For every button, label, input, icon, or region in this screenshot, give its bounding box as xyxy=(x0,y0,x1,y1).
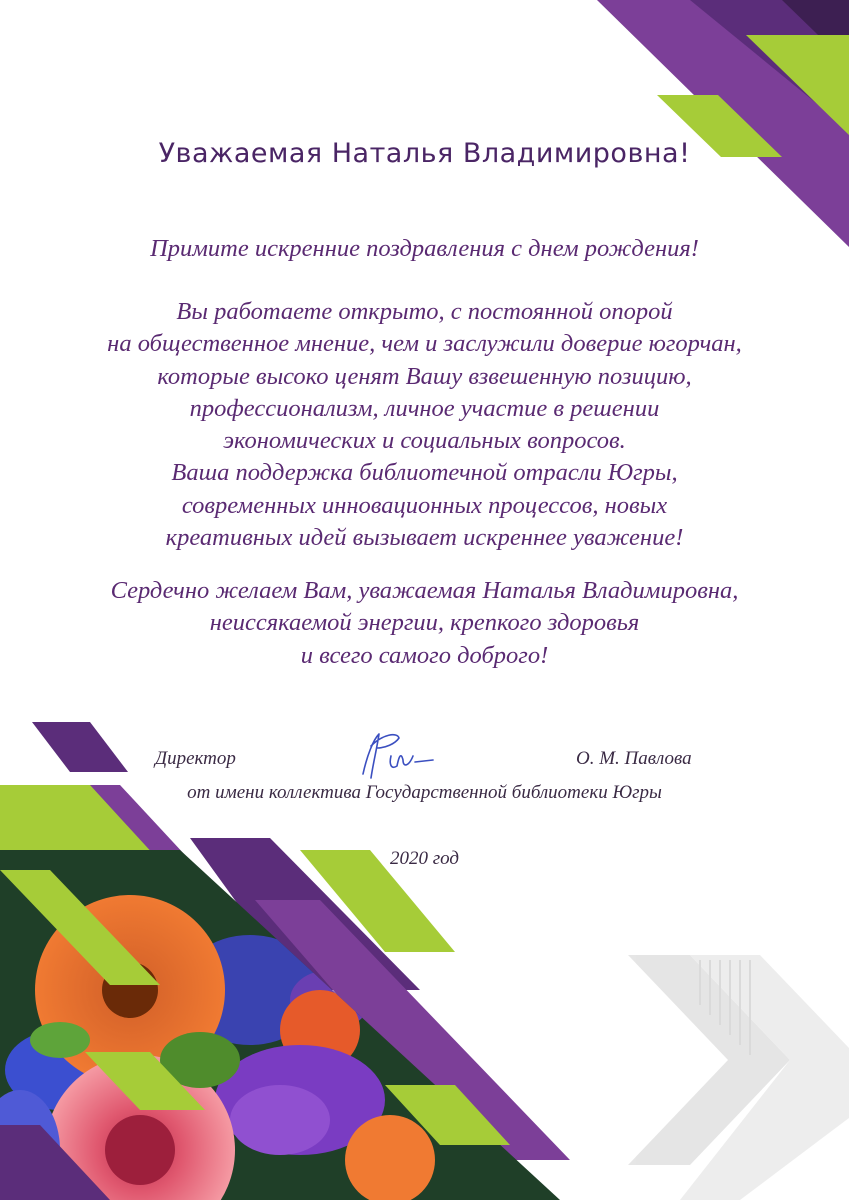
wishes-paragraph xyxy=(0,575,849,672)
text-line: и всего самого доброго! xyxy=(300,641,549,669)
text-line: на общественное мнение, чем и заслужили доверие югорчан, xyxy=(107,330,742,358)
year-label: 2020 год xyxy=(389,848,460,869)
handwritten-signature xyxy=(355,726,445,786)
birthday-congratulation xyxy=(0,233,849,265)
text-line: профессионализм, личное участие в решении xyxy=(189,394,660,422)
text-line: неиссякаемой энергии, крепкого здоровья xyxy=(209,609,640,637)
text-line: креативных идей вызывает искреннее уважение! xyxy=(165,524,684,552)
text-line: Сердечно желаем Вам, уважаемая Наталья Владимировна, xyxy=(110,577,739,604)
text-line: Ваша поддержка библиотечной отрасли Югры, xyxy=(171,459,678,487)
text-line: современных инновационных процессов, новых xyxy=(181,491,668,519)
appreciation-paragraph xyxy=(0,296,849,554)
text-line: которые высоко ценят Вашу взвешенную позицию, xyxy=(157,362,692,390)
library-logo-mark xyxy=(628,955,849,1200)
greeting-heading: Уважаемая Наталья Владимировна! xyxy=(158,138,691,169)
text-line: Вы работаете открыто, с постоянной опорой xyxy=(176,298,673,325)
signatory-role: Директор xyxy=(155,748,236,769)
text-line: экономических и социальных вопросов. xyxy=(223,427,626,455)
signatory-name: О. М. Павлова xyxy=(576,748,692,769)
organization-line: от имени коллектива Государственной библиотеки Югры xyxy=(187,782,662,803)
text-line: Примите искренние поздравления с днем рождения! xyxy=(150,235,699,262)
